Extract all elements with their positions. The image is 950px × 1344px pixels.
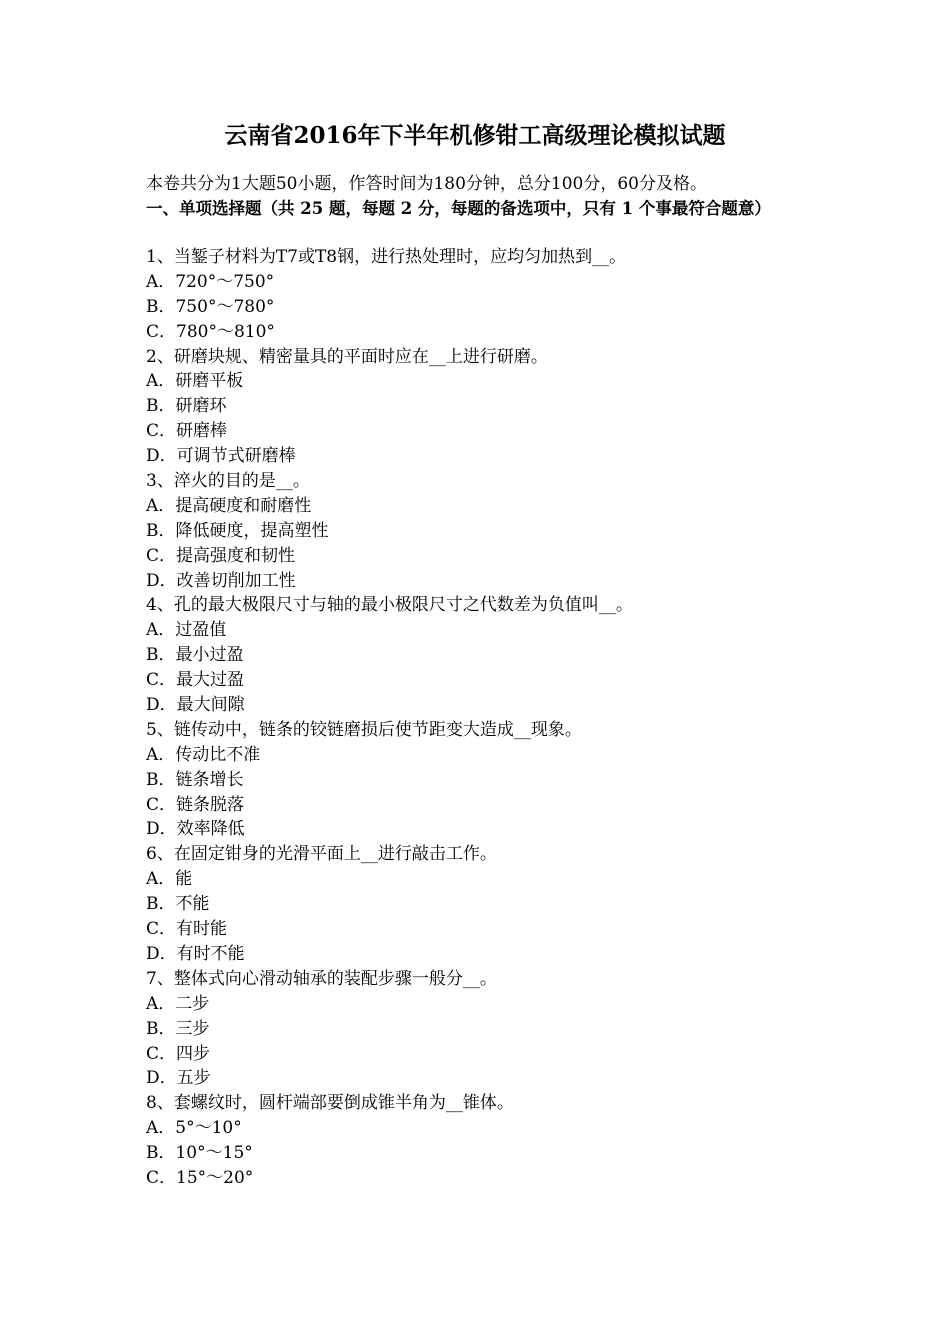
question bbox=[146, 967, 818, 1091]
question-stem: 8、套螺纹时，圆杆端部要倒成锥半角为__锥体。 bbox=[146, 1093, 514, 1114]
option: A．提高硬度和耐磨性 bbox=[146, 495, 312, 516]
document-body bbox=[146, 172, 818, 1191]
question-stem: 2、研磨块规、精密量具的平面时应在__上进行研磨。 bbox=[146, 346, 548, 367]
option: D．效率降低 bbox=[146, 819, 245, 840]
question-stem: 1、当錾子材料为T7或T8钢，进行热处理时，应均匀加热到__。 bbox=[146, 247, 627, 267]
option: A．720°～750° bbox=[146, 271, 275, 292]
option: C．链条脱落 bbox=[146, 794, 245, 815]
option: C．780°～810° bbox=[146, 321, 275, 342]
option: C．四步 bbox=[146, 1043, 211, 1064]
question-stem: 5、链传动中，链条的铰链磨损后使节距变大造成__现象。 bbox=[146, 719, 582, 740]
option: C．提高强度和韧性 bbox=[146, 545, 296, 566]
option: A．5°～10° bbox=[146, 1118, 242, 1139]
question-stem: 3、淬火的目的是__。 bbox=[146, 471, 310, 492]
option: A．传动比不准 bbox=[146, 744, 261, 765]
option: B．750°～780° bbox=[146, 296, 275, 317]
question bbox=[146, 469, 818, 593]
question bbox=[146, 842, 818, 966]
question-stem: 7、整体式向心滑动轴承的装配步骤一般分__。 bbox=[146, 968, 497, 989]
document-title: 云南省2016年下半年机修钳工高级理论模拟试题 bbox=[224, 122, 726, 149]
option: C．研磨棒 bbox=[146, 421, 228, 442]
question bbox=[146, 718, 818, 842]
option: A．能 bbox=[146, 869, 193, 890]
question-stem: 6、在固定钳身的光滑平面上__进行敲击工作。 bbox=[146, 844, 497, 865]
option: C．有时能 bbox=[146, 919, 228, 940]
option: D．五步 bbox=[146, 1068, 211, 1089]
option: A．二步 bbox=[146, 993, 210, 1014]
question bbox=[146, 345, 818, 469]
option: B．10°～15° bbox=[146, 1143, 253, 1164]
option: C．最大过盈 bbox=[146, 670, 245, 691]
question bbox=[146, 245, 818, 345]
question-stem: 4、孔的最大极限尺寸与轴的最小极限尺寸之代数差为负值叫__。 bbox=[146, 595, 633, 616]
option: D．最大间隙 bbox=[146, 695, 245, 716]
option: D．有时不能 bbox=[146, 943, 245, 964]
option: D．改善切削加工性 bbox=[146, 570, 296, 591]
option: B．三步 bbox=[146, 1018, 210, 1039]
option: A．过盈值 bbox=[146, 620, 227, 641]
option: A．研磨平板 bbox=[146, 371, 244, 392]
question bbox=[146, 1091, 818, 1191]
option: D．可调节式研磨棒 bbox=[146, 446, 296, 467]
option: B．不能 bbox=[146, 894, 210, 915]
question bbox=[146, 593, 818, 717]
section-heading: 一、单项选择题（共 25 题，每题 2 分，每题的备选项中，只有 1 个事最符合题意） bbox=[146, 199, 771, 218]
exam-intro: 本卷共分为1大题50小题，作答时间为180分钟，总分100分，60分及格。 bbox=[146, 174, 707, 194]
option: B．降低硬度，提高塑性 bbox=[146, 520, 329, 541]
option: B．链条增长 bbox=[146, 769, 244, 790]
option: B．研磨环 bbox=[146, 396, 227, 417]
option: C．15°～20° bbox=[146, 1167, 254, 1188]
option: B．最小过盈 bbox=[146, 645, 244, 666]
